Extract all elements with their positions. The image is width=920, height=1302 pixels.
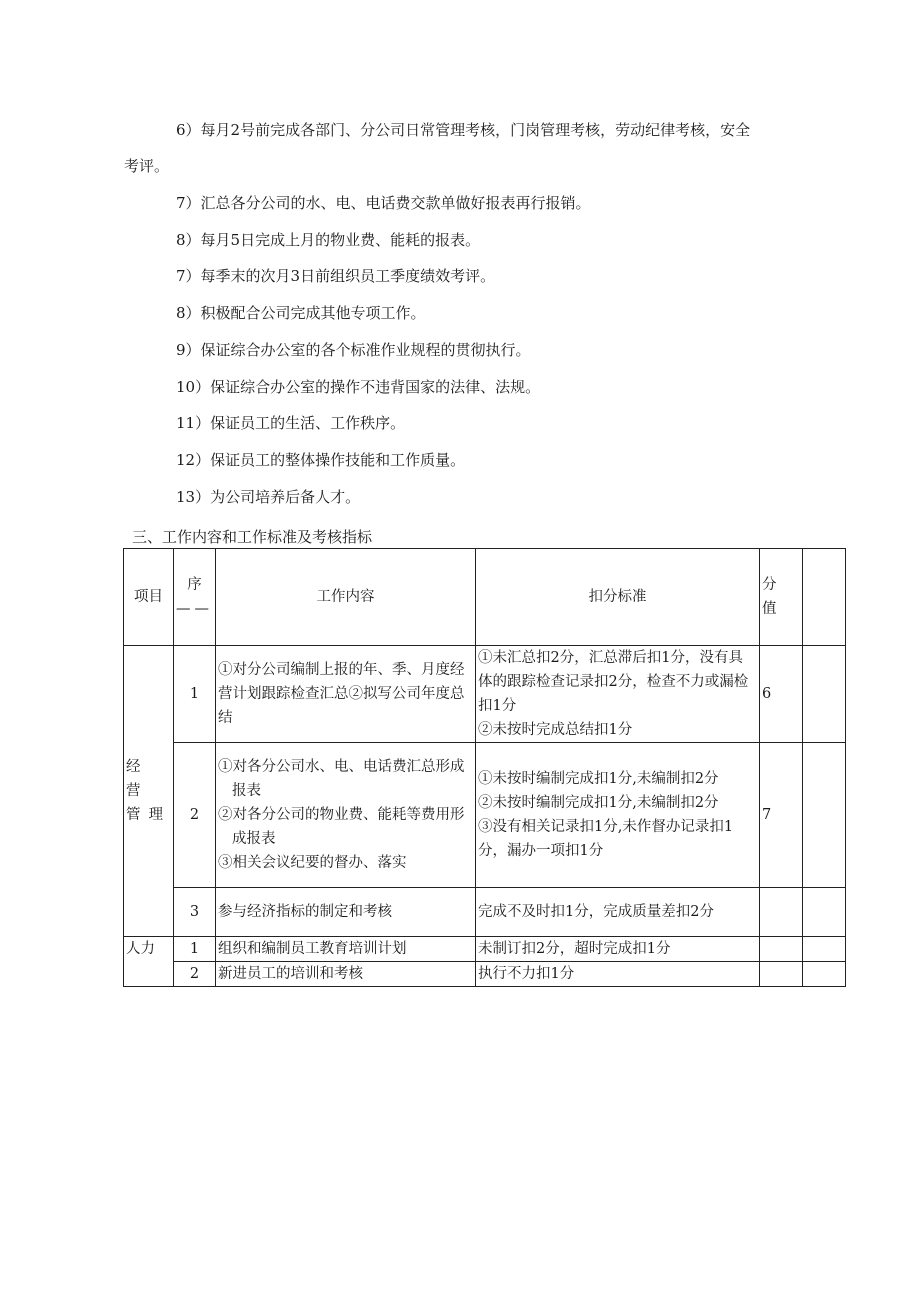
row-score (760, 962, 803, 987)
standard-item: ③没有相关记录扣1分,未作督办记录扣1分，漏办一项扣1分 (478, 819, 734, 859)
row-seq: 1 (174, 646, 216, 743)
row-content (216, 962, 476, 987)
row-score (760, 888, 803, 937)
standard-item: ②未按时编制完成扣1分,未编制扣2分 (478, 795, 719, 811)
row-score: 6 (760, 646, 803, 743)
row-blank (803, 937, 846, 962)
header-score-line1: 分 (762, 577, 777, 593)
row-content (216, 888, 476, 937)
row-standard (476, 743, 760, 888)
row-content (216, 743, 476, 888)
standard-item: 未制订扣2分，超时完成扣1分 (478, 941, 671, 957)
table-row (124, 888, 846, 937)
row-blank (803, 743, 846, 888)
header-score (760, 549, 803, 646)
group-hr: 人力 (124, 937, 174, 987)
content-item: ②对各分公司的物业费、能耗等费用形成报表 (218, 807, 465, 847)
row-blank (803, 646, 846, 743)
paragraph-9: 9）保证综合办公室的各个标准作业规程的贯彻执行。 (176, 341, 531, 359)
content-item: 组织和编制员工教育培训计划 (218, 941, 407, 957)
row-seq: 3 (174, 888, 216, 937)
paragraph-8b: 8）积极配合公司完成其他专项工作。 (176, 304, 426, 322)
paragraph-7a: 7）汇总各分公司的水、电、电话费交款单做好报表再行报销。 (176, 194, 591, 212)
row-score: 7 (760, 743, 803, 888)
row-content (216, 937, 476, 962)
header-content: 工作内容 (216, 549, 476, 646)
header-blank (803, 549, 846, 646)
standard-item: ①未按时编制完成扣1分,未编制扣2分 (478, 771, 719, 787)
group-management (124, 646, 174, 937)
content-item: 参与经济指标的制定和考核 (218, 904, 392, 920)
content-item: 新进员工的培训和考核 (218, 966, 363, 982)
standard-item: ②未按时完成总结扣1分 (478, 722, 633, 738)
header-score-line2: 值 (762, 601, 777, 617)
table-row (124, 646, 846, 743)
paragraph-13: 13）为公司培养后备人才。 (176, 488, 361, 506)
standard-item: 执行不力扣1分 (478, 966, 575, 982)
section-heading: 三、工作内容和工作标准及考核指标 (132, 528, 373, 546)
paragraph-11: 11）保证员工的生活、工作秩序。 (176, 414, 406, 432)
paragraph-12: 12）保证员工的整体操作技能和工作质量。 (176, 451, 466, 469)
paragraph-7b: 7）每季末的次月3日前组织员工季度绩效考评。 (176, 267, 496, 285)
table-row (124, 743, 846, 888)
row-standard (476, 888, 760, 937)
standard-item: 完成不及时扣1分，完成质量差扣2分 (478, 904, 714, 920)
row-content (216, 646, 476, 743)
header-seq (174, 549, 216, 646)
header-standard: 扣分标准 (476, 549, 760, 646)
paragraph-6: 6）每月2号前完成各部门、分公司日常管理考核，门岗管理考核，劳动纪律考核，安全 (176, 121, 751, 139)
table-row (124, 937, 846, 962)
row-seq: 2 (174, 962, 216, 987)
row-standard (476, 962, 760, 987)
content-item: ①对分公司编制上报的年、季、月度经营计划跟踪检查汇总②拟写公司年度总结 (218, 662, 465, 726)
header-seq-mark: —— (176, 601, 213, 617)
header-seq-label: 序 (187, 577, 202, 593)
paragraph-8a: 8）每月5日完成上月的物业费、能耗的报表。 (176, 231, 481, 249)
paragraph-6-continued: 考评。 (124, 157, 170, 175)
content-item: ①对各分公司水、电、电话费汇总形成报表 (218, 759, 465, 799)
row-standard (476, 646, 760, 743)
row-seq: 1 (174, 937, 216, 962)
row-blank (803, 962, 846, 987)
table-row (124, 962, 846, 987)
paragraph-10: 10）保证综合办公室的操作不违背国家的法律、法规。 (176, 378, 541, 396)
row-standard (476, 937, 760, 962)
row-score (760, 937, 803, 962)
assessment-table (123, 548, 846, 987)
row-blank (803, 888, 846, 937)
header-project: 项目 (124, 549, 174, 646)
group-management-line1: 经 营 (126, 759, 149, 799)
standard-item: ①未汇总扣2分，汇总滞后扣1分，没有具体的跟踪检查记录扣2分，检查不力或漏检扣1分 (478, 650, 749, 714)
content-item: ③相关会议纪要的督办、落实 (218, 855, 407, 871)
group-management-line2: 管理 (126, 807, 171, 823)
row-seq: 2 (174, 743, 216, 888)
table-header-row (124, 549, 846, 646)
